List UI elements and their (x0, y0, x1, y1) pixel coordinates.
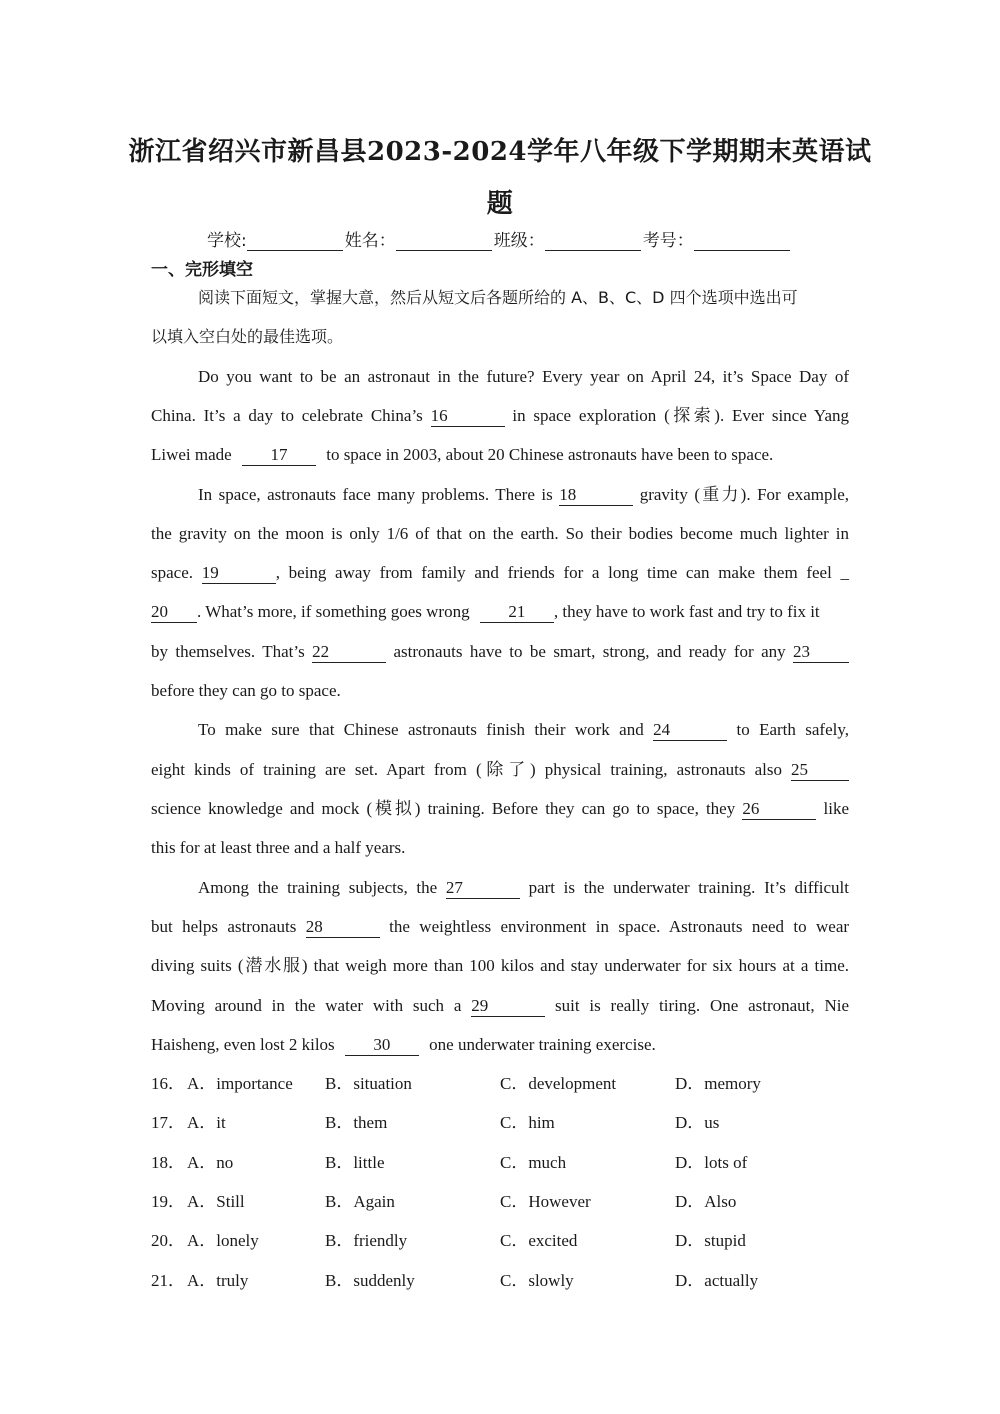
passage-text: by themselves. That’s (151, 642, 305, 661)
passage-line (151, 443, 849, 467)
passage-text: like (823, 799, 850, 818)
passage-line (151, 758, 849, 782)
passage-line (151, 1033, 849, 1057)
option-d: D．stupid (675, 1231, 746, 1250)
passage-text: Liwei made (151, 445, 232, 464)
question-number: 20． (151, 1231, 185, 1250)
passage-text: the weightless environment in space. Astronauts need to wear (389, 917, 850, 936)
option-a: A．lonely (187, 1231, 259, 1250)
passage-text: To make sure that Chinese astronauts finish their work and (198, 720, 644, 739)
passage-text: space. (151, 563, 194, 582)
option-b: B．friendly (325, 1231, 408, 1250)
passage-line (198, 876, 849, 900)
passage-text: eight kinds of training are set. Apart from (除了) physical training, astronauts also (151, 760, 782, 779)
school-label: 学校: (207, 231, 247, 251)
option-c: C．slowly (500, 1271, 574, 1290)
passage-text: one underwater training exercise. (429, 1035, 656, 1054)
passage-line: diving suits (潜水服) that weigh more than 100 kilos and stay underwater for six hours at a time. (151, 956, 849, 975)
instruction-line-2: 以填入空白处的最佳选项。 (151, 327, 344, 346)
blank-26: 26 (742, 799, 816, 820)
option-b: B．suddenly (325, 1271, 415, 1290)
name-blank (396, 232, 492, 251)
question-number: 21． (151, 1271, 185, 1290)
blank-23: 23 (793, 642, 849, 663)
option-a: A．no (187, 1153, 234, 1172)
blank-25: 25 (791, 760, 849, 781)
blank-20: 20 (151, 602, 197, 623)
passage-line (151, 640, 849, 664)
question-number: 19． (151, 1192, 185, 1211)
passage-text: to Earth safely, (736, 720, 850, 739)
option-d: D．memory (675, 1074, 761, 1093)
option-d: D．us (675, 1113, 720, 1132)
question-number: 17． (151, 1113, 185, 1132)
blank-27: 27 (446, 878, 520, 899)
exam-title-line1: 浙江省绍兴市新昌县2023-2024学年八年级下学期期末英语试 (128, 137, 872, 167)
passage-line: Do you want to be an astronaut in the future? Every year on April 24, it’s Space Day of (198, 367, 849, 386)
passage-text: , being away from family and friends for a long time can make them feel (275, 563, 832, 582)
option-c: C．excited (500, 1231, 578, 1250)
option-d: D．Also (675, 1192, 737, 1211)
option-c: C．much (500, 1153, 567, 1172)
exam-number-label: 考号： (642, 231, 694, 251)
class-blank (545, 232, 641, 251)
blank-22: 22 (312, 642, 386, 663)
passage-line (151, 561, 849, 585)
option-d: D．actually (675, 1271, 759, 1290)
passage-text: China. It’s a day to celebrate China’s (151, 406, 423, 425)
class-label: 班级： (493, 231, 545, 251)
passage-line (198, 718, 849, 742)
passage-text: suit is really tiring. One astronaut, Nie (555, 996, 850, 1015)
passage-text: part is the underwater training. It’s difficult (528, 878, 849, 897)
passage-text: . What’s more, if something goes wrong (197, 602, 470, 621)
passage-line (151, 994, 849, 1018)
passage-text: Among the training subjects, the (198, 878, 438, 897)
option-d: D．lots of (675, 1153, 748, 1172)
passage-line: this for at least three and a half years. (151, 838, 406, 857)
option-a: A．importance (187, 1074, 293, 1093)
passage-line: the gravity on the moon is only 1/6 of that on the earth. So their bodies become much lighter in (151, 524, 849, 543)
blank-16: 16 (431, 406, 505, 427)
passage-line: before they can go to space. (151, 681, 341, 700)
passage-text: _ (840, 563, 849, 582)
blank-17: 17 (242, 445, 316, 466)
blank-19: 19 (202, 563, 276, 584)
exam-title-line2: 题 (486, 189, 514, 219)
passage-text: science knowledge and mock (模拟) training. Before they can go to space, they (151, 799, 736, 818)
option-b: B．them (325, 1113, 388, 1132)
option-b: B．Again (325, 1192, 395, 1211)
option-c: C．him (500, 1113, 555, 1132)
exam-number-blank (694, 232, 790, 251)
name-label: 姓名： (344, 231, 396, 251)
blank-24: 24 (653, 720, 727, 741)
option-a: A．Still (187, 1192, 245, 1211)
passage-text: in space exploration (探索). Ever since Yang (512, 406, 850, 425)
blank-28: 28 (306, 917, 380, 938)
passage-text: gravity (重力). For example, (639, 485, 849, 504)
passage-text: to space in 2003, about 20 Chinese astronauts have been to space. (326, 445, 774, 464)
option-b: B．little (325, 1153, 385, 1172)
passage-text: but helps astronauts (151, 917, 297, 936)
passage-text: astronauts have to be smart, strong, and ready for any (393, 642, 786, 661)
blank-30: 30 (345, 1035, 419, 1056)
student-info-row (207, 226, 792, 251)
option-a: A．it (187, 1113, 226, 1132)
option-c: C．However (500, 1192, 591, 1211)
school-blank (247, 232, 343, 251)
blank-21: 21 (480, 602, 554, 623)
question-number: 16． (151, 1074, 185, 1093)
blank-18: 18 (559, 485, 633, 506)
section-heading: 一、完形填空 (151, 260, 253, 280)
instruction-line-1: 阅读下面短文，掌握大意，然后从短文后各题所给的 A、B、C、D 四个选项中选出可 (198, 288, 798, 307)
passage-text: Moving around in the water with such a (151, 996, 462, 1015)
question-number: 18． (151, 1153, 185, 1172)
passage-line (198, 483, 849, 507)
passage-text: In space, astronauts face many problems. There is (198, 485, 553, 504)
blank-29: 29 (471, 996, 545, 1017)
passage-line (151, 915, 849, 939)
passage-text: Haisheng, even lost 2 kilos (151, 1035, 335, 1054)
passage-line (151, 404, 849, 428)
option-c: C．development (500, 1074, 617, 1093)
option-a: A．truly (187, 1271, 249, 1290)
option-b: B．situation (325, 1074, 412, 1093)
passage-line (151, 600, 849, 624)
passage-text: , they have to work fast and try to fix it (553, 602, 820, 621)
passage-line (151, 797, 849, 821)
